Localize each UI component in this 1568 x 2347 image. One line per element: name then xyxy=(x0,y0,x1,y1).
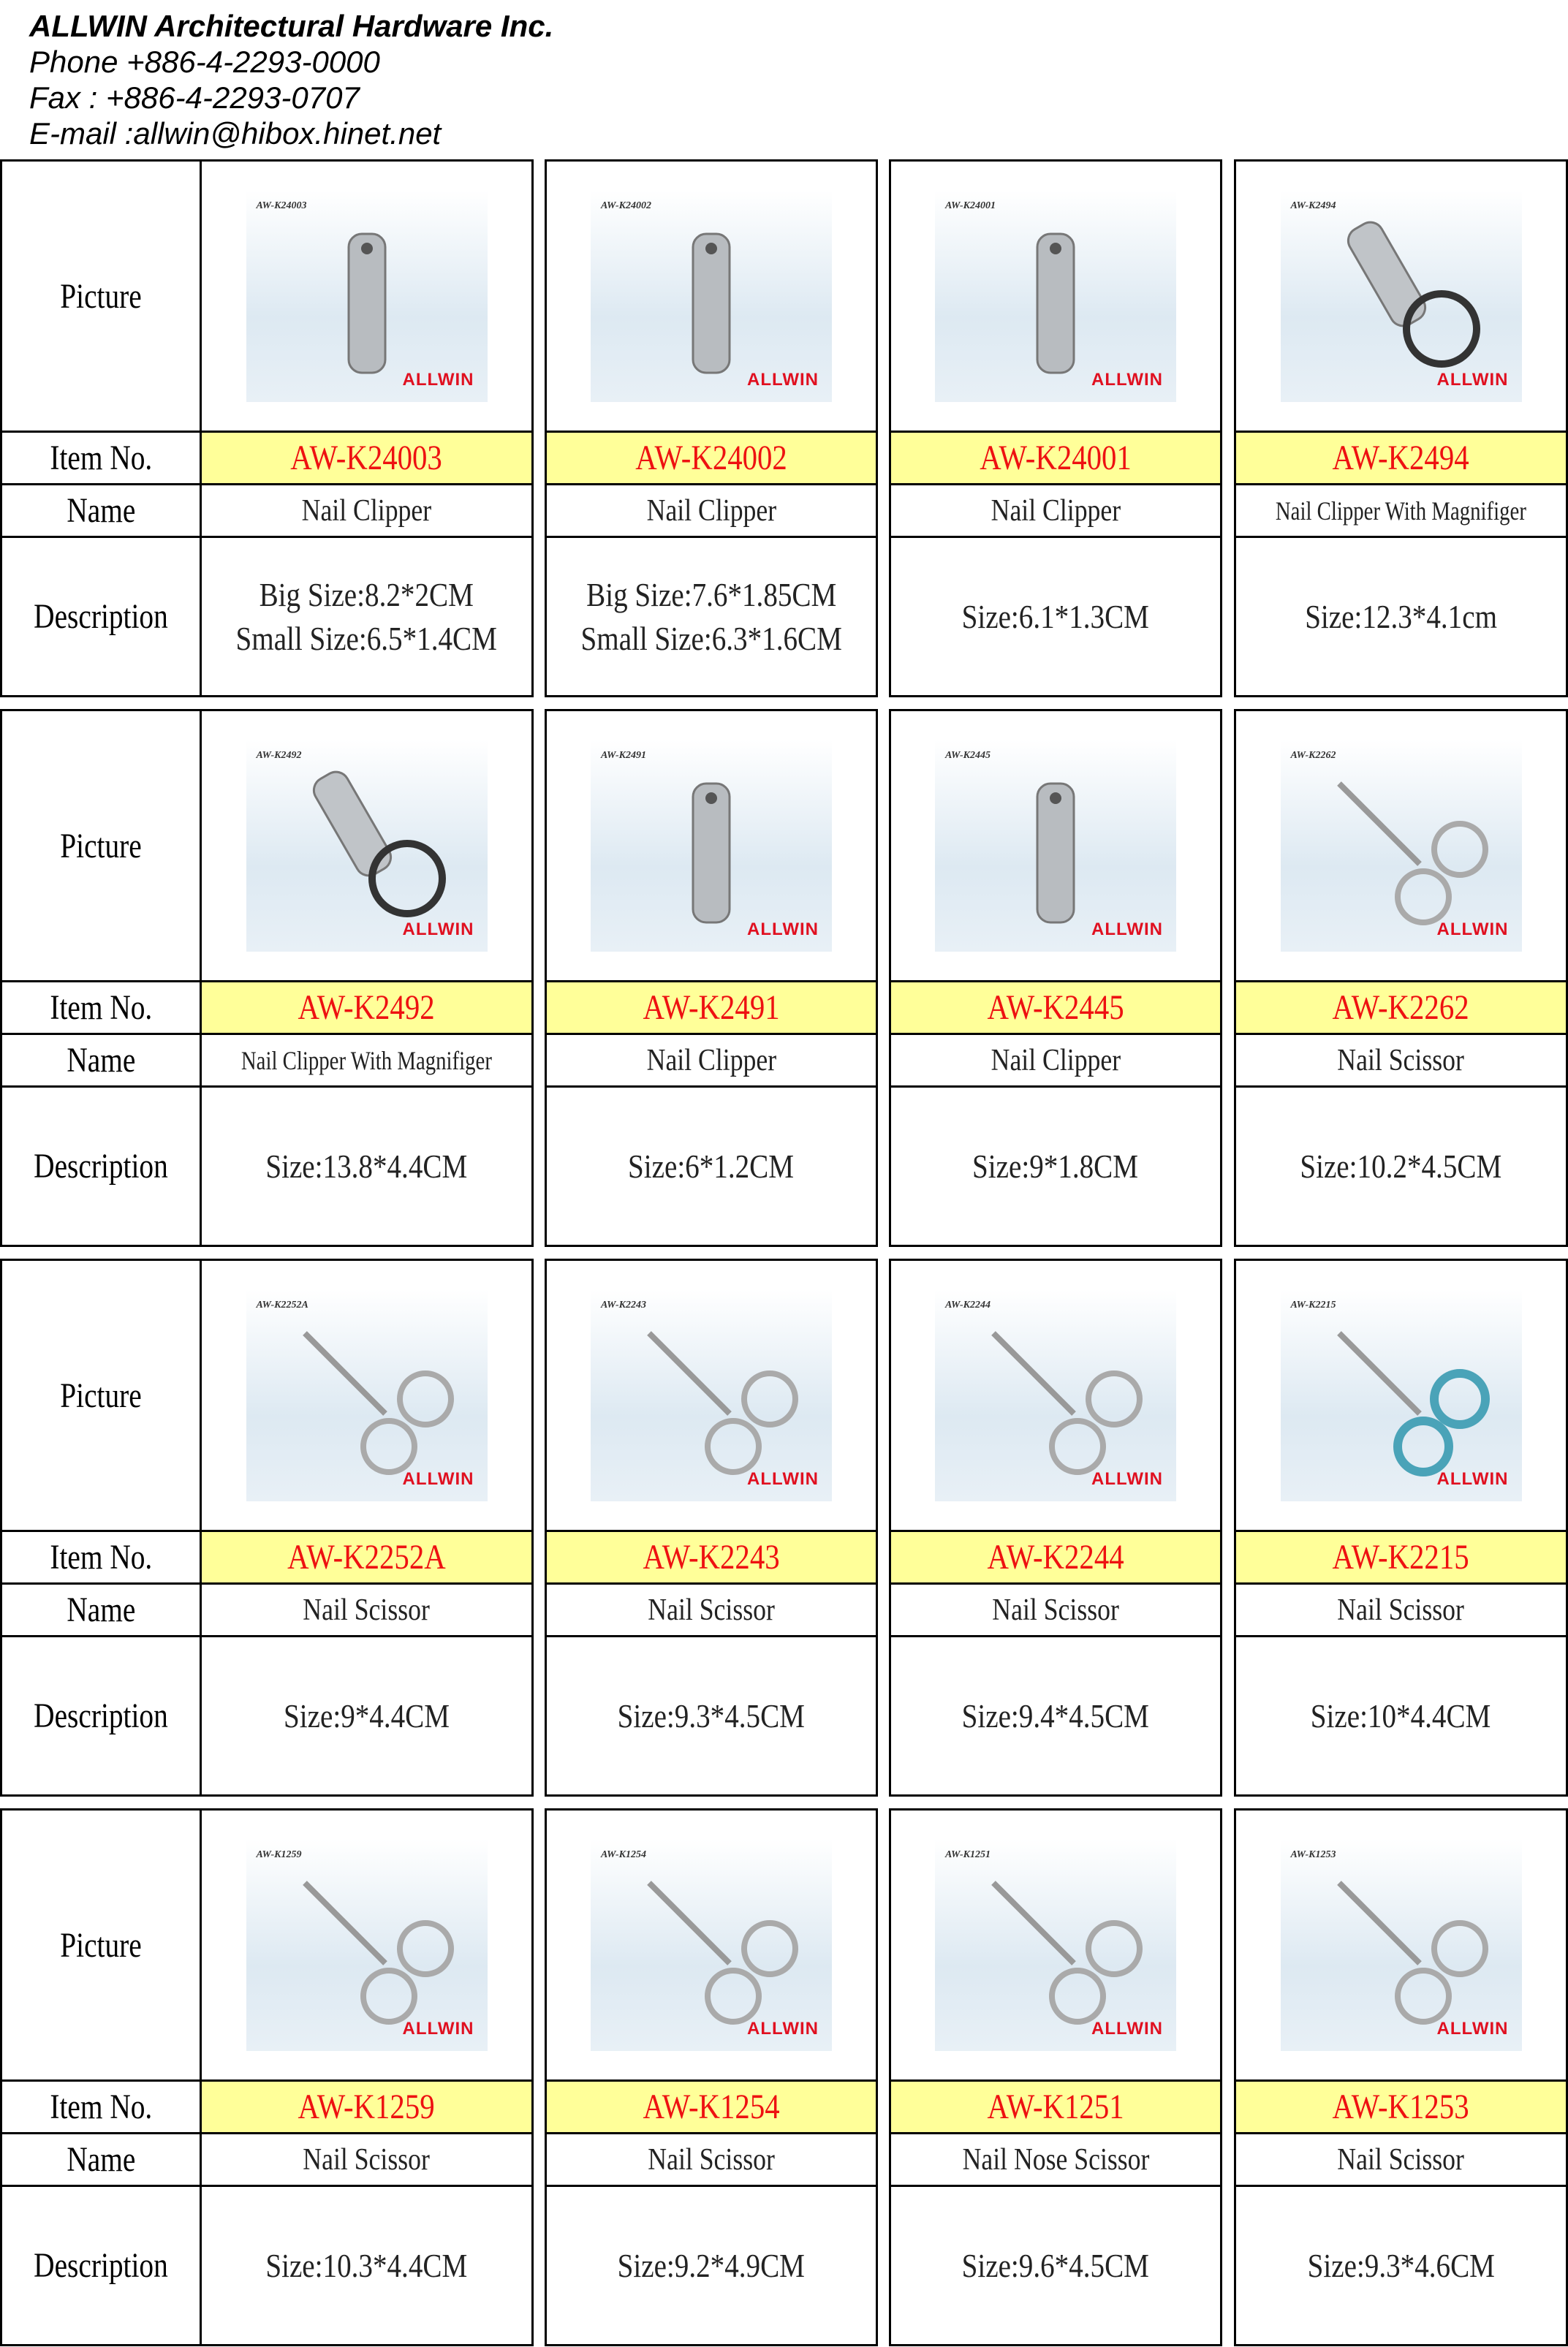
item-number: AW-K2491 xyxy=(643,988,780,1027)
item-number: AW-K2244 xyxy=(987,1538,1124,1577)
product-name-cell xyxy=(889,2132,1222,2187)
phone: Phone +886-4-2293-0000 xyxy=(29,45,380,79)
product-description xyxy=(266,1145,468,1188)
item-number-cell xyxy=(545,2079,878,2134)
product-name-cell xyxy=(889,1033,1222,1088)
description-line: Size:6.1*1.3CM xyxy=(961,597,1150,635)
product-image xyxy=(935,190,1176,402)
product-name: Nail Clipper xyxy=(991,1043,1121,1077)
product-block xyxy=(0,159,1568,697)
product-name-cell xyxy=(1234,2132,1568,2187)
description-cell xyxy=(545,2185,878,2346)
allwin-logo: ALLWIN xyxy=(1091,370,1163,390)
item-number: AW-K2494 xyxy=(1332,439,1470,477)
description-cell xyxy=(1234,2185,1568,2346)
product-name: Nail Clipper xyxy=(301,493,432,528)
description-line: Big Size:8.2*2CM xyxy=(259,575,474,613)
allwin-logo: ALLWIN xyxy=(402,920,474,939)
row-label-text: Description xyxy=(34,2246,168,2285)
product-name: Nail Scissor xyxy=(1337,1043,1465,1077)
product-name-cell xyxy=(1234,1582,1568,1637)
image-model-tag: AW-K24003 xyxy=(256,200,307,211)
row-label-text: Description xyxy=(34,1147,168,1186)
product-image xyxy=(591,740,832,952)
product-description xyxy=(1300,1145,1502,1188)
product-description xyxy=(962,595,1149,639)
row-label-name xyxy=(0,2132,202,2187)
image-model-tag: AW-K2492 xyxy=(256,750,302,761)
product-picture-cell xyxy=(545,159,878,433)
product-description xyxy=(628,1145,794,1188)
product-image xyxy=(1281,1839,1522,2051)
image-model-tag: AW-K1251 xyxy=(945,1849,991,1860)
product-picture-cell xyxy=(889,159,1222,433)
row-label-text: Name xyxy=(67,491,135,530)
image-model-tag: AW-K2252A xyxy=(256,1300,308,1311)
allwin-logo: ALLWIN xyxy=(1436,920,1509,939)
product-name-cell xyxy=(889,1582,1222,1637)
item-number: AW-K24001 xyxy=(980,439,1132,477)
allwin-logo: ALLWIN xyxy=(402,2019,474,2039)
description-cell xyxy=(889,2185,1222,2346)
row-label-name xyxy=(0,483,202,538)
image-model-tag: AW-K2262 xyxy=(1290,750,1336,761)
description-cell xyxy=(545,1635,878,1797)
row-label-picture xyxy=(0,1259,202,1532)
description-cell xyxy=(545,536,878,697)
product-picture-cell xyxy=(1234,1808,1568,2082)
allwin-logo: ALLWIN xyxy=(1436,1469,1509,1489)
item-number-cell xyxy=(889,980,1222,1035)
product-description xyxy=(1305,595,1497,639)
email: E-mail :allwin@hibox.hinet.net xyxy=(29,116,442,151)
description-line: Size:9.2*4.9CM xyxy=(617,2246,806,2284)
row-label-name xyxy=(0,1582,202,1637)
row-label-text: Item No. xyxy=(50,1538,152,1577)
product-name-cell xyxy=(1234,1033,1568,1088)
product-picture-cell xyxy=(889,1808,1222,2082)
item-number-cell xyxy=(545,431,878,485)
product-picture-cell xyxy=(200,1808,534,2082)
row-label-picture xyxy=(0,159,202,433)
row-label-text: Name xyxy=(67,2140,135,2179)
description-cell xyxy=(889,536,1222,697)
product-name: Nail Scissor xyxy=(648,2142,775,2177)
description-line: Size:12.3*4.1cm xyxy=(1305,597,1497,635)
item-number: AW-K2252A xyxy=(287,1538,446,1577)
description-line: Size:9.4*4.5CM xyxy=(961,1696,1150,1734)
description-line: Size:9.3*4.5CM xyxy=(617,1696,806,1734)
description-line: Size:9.3*4.6CM xyxy=(1307,2246,1495,2284)
product-name: Nail Scissor xyxy=(1337,1593,1465,1627)
product-block xyxy=(0,709,1568,1247)
product-description xyxy=(236,573,497,661)
product-description xyxy=(1311,1694,1491,1738)
description-cell xyxy=(1234,1085,1568,1247)
product-description xyxy=(972,1145,1138,1188)
item-number-cell xyxy=(1234,431,1568,485)
allwin-logo: ALLWIN xyxy=(1436,370,1509,390)
product-picture-cell xyxy=(1234,709,1568,982)
image-model-tag: AW-K24001 xyxy=(945,200,996,211)
description-line: Big Size:7.6*1.85CM xyxy=(586,575,837,613)
product-image xyxy=(246,190,488,402)
product-picture-cell xyxy=(545,1808,878,2082)
item-number: AW-K2262 xyxy=(1332,988,1470,1027)
image-model-tag: AW-K2491 xyxy=(601,750,646,761)
row-label-item-no xyxy=(0,2079,202,2134)
row-label-name xyxy=(0,1033,202,1088)
product-name-cell xyxy=(1234,483,1568,538)
product-name-cell xyxy=(200,1582,534,1637)
row-label-text: Name xyxy=(67,1041,135,1080)
product-picture-cell xyxy=(545,1259,878,1532)
allwin-logo: ALLWIN xyxy=(402,1469,474,1489)
description-line: Size:6*1.2CM xyxy=(628,1147,795,1185)
item-number: AW-K24002 xyxy=(635,439,787,477)
item-number-cell xyxy=(545,980,878,1035)
description-line: Size:10.3*4.4CM xyxy=(265,2246,468,2284)
row-label-text: Item No. xyxy=(50,439,152,477)
product-name-cell xyxy=(200,2132,534,2187)
row-label-description xyxy=(0,1635,202,1797)
product-name: Nail Clipper xyxy=(991,493,1121,528)
product-picture-cell xyxy=(889,1259,1222,1532)
allwin-logo: ALLWIN xyxy=(747,1469,819,1489)
description-cell xyxy=(889,1085,1222,1247)
product-description xyxy=(618,2244,805,2288)
product-image xyxy=(246,1839,488,2051)
product-image xyxy=(591,1289,832,1501)
allwin-logo: ALLWIN xyxy=(747,2019,819,2039)
allwin-logo: ALLWIN xyxy=(747,920,819,939)
product-picture-cell xyxy=(1234,1259,1568,1532)
row-label-item-no xyxy=(0,431,202,485)
product-name-cell xyxy=(889,483,1222,538)
image-model-tag: AW-K1253 xyxy=(1290,1849,1336,1860)
allwin-logo: ALLWIN xyxy=(1436,2019,1509,2039)
product-name: Nail Clipper xyxy=(646,1043,776,1077)
item-number-cell xyxy=(1234,2079,1568,2134)
product-image xyxy=(935,740,1176,952)
row-label-text: Item No. xyxy=(50,2088,152,2126)
row-label-text: Description xyxy=(34,1696,168,1735)
row-label-description xyxy=(0,2185,202,2346)
product-name: Nail Scissor xyxy=(648,1593,775,1627)
row-label-description xyxy=(0,1085,202,1247)
item-number-cell xyxy=(1234,980,1568,1035)
product-name-cell xyxy=(200,1033,534,1088)
product-image xyxy=(1281,1289,1522,1501)
product-image xyxy=(935,1289,1176,1501)
allwin-logo: ALLWIN xyxy=(402,370,474,390)
product-name: Nail Clipper With Magnifiger xyxy=(240,1045,493,1075)
allwin-logo: ALLWIN xyxy=(1091,920,1163,939)
item-number-cell xyxy=(1234,1530,1568,1585)
product-image xyxy=(935,1839,1176,2051)
item-number: AW-K1251 xyxy=(987,2088,1124,2126)
allwin-logo: ALLWIN xyxy=(1091,2019,1163,2039)
image-model-tag: AW-K2445 xyxy=(945,750,991,761)
product-picture-cell xyxy=(200,159,534,433)
row-label-text: Picture xyxy=(60,1925,142,1965)
item-number: AW-K1259 xyxy=(298,2088,436,2126)
item-number-cell xyxy=(200,2079,534,2134)
product-name-cell xyxy=(545,1033,878,1088)
item-number-cell xyxy=(545,1530,878,1585)
product-image xyxy=(1281,740,1522,952)
item-number: AW-K2445 xyxy=(987,988,1124,1027)
row-label-item-no xyxy=(0,1530,202,1585)
description-line: Small Size:6.5*1.4CM xyxy=(235,619,498,657)
item-number: AW-K24003 xyxy=(290,439,443,477)
image-model-tag: AW-K2243 xyxy=(601,1300,646,1311)
row-label-text: Item No. xyxy=(50,988,152,1027)
product-block xyxy=(0,1808,1568,2346)
description-cell xyxy=(200,1085,534,1247)
image-model-tag: AW-K2215 xyxy=(1290,1300,1336,1311)
fax: Fax : +886-4-2293-0707 xyxy=(29,80,360,115)
product-description xyxy=(1307,2244,1494,2288)
description-cell xyxy=(889,1635,1222,1797)
product-image xyxy=(591,190,832,402)
product-image xyxy=(1281,190,1522,402)
row-label-text: Name xyxy=(67,1590,135,1629)
product-picture-cell xyxy=(200,1259,534,1532)
row-label-picture xyxy=(0,709,202,982)
product-description xyxy=(284,1694,450,1738)
product-name: Nail Clipper xyxy=(646,493,776,528)
product-name: Nail Scissor xyxy=(992,1593,1119,1627)
item-number: AW-K2215 xyxy=(1332,1538,1470,1577)
product-picture-cell xyxy=(200,709,534,982)
product-description xyxy=(962,1694,1149,1738)
image-model-tag: AW-K2244 xyxy=(945,1300,991,1311)
item-number-cell xyxy=(200,980,534,1035)
product-block xyxy=(0,1259,1568,1797)
description-cell xyxy=(1234,536,1568,697)
product-image xyxy=(246,740,488,952)
row-label-text: Description xyxy=(34,597,168,636)
product-description xyxy=(580,573,841,661)
product-name: Nail Scissor xyxy=(1337,2142,1465,2177)
row-label-description xyxy=(0,536,202,697)
description-cell xyxy=(200,1635,534,1797)
product-picture-cell xyxy=(545,709,878,982)
product-description xyxy=(266,2244,468,2288)
item-number-cell xyxy=(889,2079,1222,2134)
item-number: AW-K2243 xyxy=(643,1538,780,1577)
product-name: Nail Nose Scissor xyxy=(962,2142,1149,2177)
row-label-item-no xyxy=(0,980,202,1035)
description-line: Size:9*4.4CM xyxy=(283,1696,450,1734)
item-number-cell xyxy=(889,431,1222,485)
item-number-cell xyxy=(200,1530,534,1585)
description-line: Size:9*1.8CM xyxy=(972,1147,1139,1185)
allwin-logo: ALLWIN xyxy=(1091,1469,1163,1489)
product-image xyxy=(246,1289,488,1501)
product-name-cell xyxy=(545,1582,878,1637)
description-cell xyxy=(545,1085,878,1247)
company-name: ALLWIN Architectural Hardware Inc. xyxy=(29,9,554,43)
description-line: Size:13.8*4.4CM xyxy=(265,1147,468,1185)
product-description xyxy=(962,2244,1149,2288)
image-model-tag: AW-K1254 xyxy=(601,1849,646,1860)
row-label-picture xyxy=(0,1808,202,2082)
product-picture-cell xyxy=(889,709,1222,982)
product-image xyxy=(591,1839,832,2051)
item-number-cell xyxy=(889,1530,1222,1585)
row-label-text: Picture xyxy=(60,826,142,865)
product-name: Nail Clipper With Magnifiger xyxy=(1275,496,1527,526)
image-model-tag: AW-K1259 xyxy=(256,1849,302,1860)
product-name-cell xyxy=(545,2132,878,2187)
row-label-text: Picture xyxy=(60,276,142,316)
description-cell xyxy=(1234,1635,1568,1797)
description-line: Small Size:6.3*1.6CM xyxy=(580,619,842,657)
product-picture-cell xyxy=(1234,159,1568,433)
item-number: AW-K1253 xyxy=(1332,2088,1470,2126)
allwin-logo: ALLWIN xyxy=(747,370,819,390)
product-name: Nail Scissor xyxy=(303,2142,431,2177)
image-model-tag: AW-K24002 xyxy=(601,200,651,211)
description-cell xyxy=(200,536,534,697)
product-name: Nail Scissor xyxy=(303,1593,431,1627)
product-name-cell xyxy=(200,483,534,538)
item-number: AW-K2492 xyxy=(298,988,436,1027)
description-line: Size:10*4.4CM xyxy=(1311,1696,1491,1734)
description-cell xyxy=(200,2185,534,2346)
row-label-text: Picture xyxy=(60,1376,142,1415)
item-number-cell xyxy=(200,431,534,485)
item-number: AW-K1254 xyxy=(643,2088,780,2126)
description-line: Size:10.2*4.5CM xyxy=(1300,1147,1502,1185)
product-name-cell xyxy=(545,483,878,538)
product-description xyxy=(618,1694,805,1738)
image-model-tag: AW-K2494 xyxy=(1290,200,1336,211)
description-line: Size:9.6*4.5CM xyxy=(961,2246,1150,2284)
